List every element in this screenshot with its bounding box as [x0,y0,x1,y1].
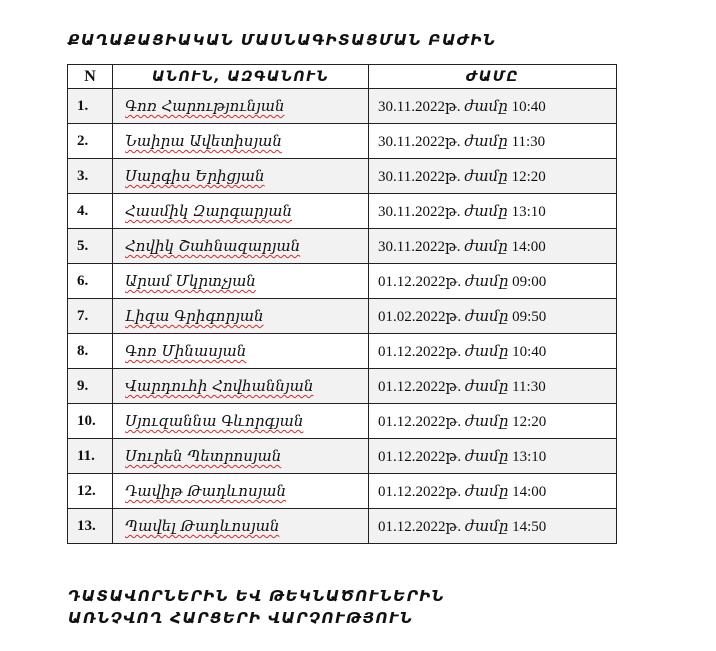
row-name-cell [113,509,369,544]
appointment-hour: 09:00 [512,273,547,290]
table-row [68,474,617,509]
appointment-date: 01.12.2022թ. [378,378,462,395]
appointment-hour: 14:50 [512,518,547,535]
time-word: ժամը [464,236,508,255]
row-number: 5. [68,229,113,264]
time-word: ժամը [464,131,508,150]
table-header-row [68,65,617,89]
appointment-date: 01.12.2022թ. [378,413,462,430]
appointment-hour: 09:50 [512,308,547,325]
row-time-cell [369,89,617,124]
time-word: ժամը [464,376,509,395]
person-name: Հասմիկ Զարգարյան [125,202,293,220]
row-number: 12. [68,474,113,509]
row-time-cell [369,124,617,159]
table-row [68,124,617,159]
appointment-date: 01.02.2022թ. [378,308,462,325]
row-name-cell [113,439,369,474]
row-number: 13. [68,509,113,544]
appointment-hour: 14:00 [512,483,547,500]
row-name-cell [113,404,369,439]
row-name-cell [113,194,369,229]
row-name-cell [113,299,369,334]
table-row [68,159,617,194]
footer-heading-line-2: ԱՌՆՉՎՈՂ ՀԱՐՑԵՐԻ ՎԱՐՉՈՒԹՅՈՒՆ [68,609,414,627]
appointment-date: 01.12.2022թ. [378,483,462,500]
row-number: 4. [68,194,113,229]
time-word: ժամը [464,341,509,360]
row-number: 9. [68,369,113,404]
table-row [68,264,617,299]
appointment-hour: 14:00 [511,238,546,255]
row-time-cell [369,229,617,264]
person-name: Պավել Թադևոսյան [125,517,280,535]
appointment-date: 01.12.2022թ. [378,343,462,360]
person-name: Սյուզաննա Գևորգյան [125,412,304,430]
person-name: Նաիրա Ավետիսյան [125,132,282,150]
row-time-cell [369,299,617,334]
table-row [68,194,617,229]
row-number: 1. [68,89,113,124]
person-name: Գոռ Հարությունյան [125,97,285,115]
row-time-cell [369,159,617,194]
person-name: Արամ Մկրտչյան [125,272,256,290]
time-word: ժամը [464,96,508,115]
header-time: ԺԱՄԸ [369,65,617,89]
person-name: Սուրեն Պետրոսյան [125,447,282,465]
table-row [68,89,617,124]
time-word: ժամը [464,306,509,325]
appointment-hour: 10:40 [511,98,546,115]
row-number: 3. [68,159,113,194]
table-row [68,229,617,264]
department-heading: ՔԱՂԱՔԱՑԻԱԿԱՆ ՄԱՍՆԱԳԻՏԱՑՄԱՆ ԲԱԺԻՆ [68,31,497,49]
appointment-date: 30.11.2022թ. [378,238,461,255]
time-word: ժամը [464,411,509,430]
table-row [68,439,617,474]
row-name-cell [113,334,369,369]
row-time-cell [369,334,617,369]
table-row [68,299,617,334]
person-name: Դավիթ Թադևոսյան [125,482,287,500]
row-number: 2. [68,124,113,159]
row-time-cell [369,264,617,299]
table-row [68,369,617,404]
row-time-cell [369,509,617,544]
appointment-hour: 13:10 [512,448,547,465]
time-word: ժամը [464,201,508,220]
time-word: ժամը [464,481,509,500]
row-time-cell [369,404,617,439]
time-word: ժամը [464,516,509,535]
appointment-hour: 11:30 [511,133,546,150]
table-row [68,509,617,544]
row-time-cell [369,194,617,229]
appointment-hour: 12:20 [512,413,547,430]
row-time-cell [369,474,617,509]
row-number: 7. [68,299,113,334]
header-name: ԱՆՈՒՆ, ԱԶԳԱՆՈՒՆ [113,65,369,89]
row-number: 6. [68,264,113,299]
appointment-date: 30.11.2022թ. [378,168,461,185]
row-time-cell [369,369,617,404]
appointment-date: 30.11.2022թ. [378,133,461,150]
footer-heading-line-1: ԴԱՏԱՎՈՐՆԵՐԻՆ ԵՎ ԹԵԿՆԱԾՈՒՆԵՐԻՆ [68,587,446,605]
table-row [68,334,617,369]
appointment-date: 01.12.2022թ. [378,273,462,290]
time-word: ժամը [464,166,508,185]
schedule-table [67,64,617,544]
appointment-date: 01.12.2022թ. [378,518,462,535]
appointment-hour: 13:10 [511,203,546,220]
time-word: ժամը [464,446,509,465]
table-row [68,404,617,439]
appointment-hour: 11:30 [512,378,546,395]
appointment-hour: 12:20 [511,168,546,185]
person-name: Սարգիս Երիցյան [125,167,265,185]
appointment-date: 30.11.2022թ. [378,98,461,115]
person-name: Վարդուհի Հովհաննյան [125,377,314,395]
appointment-hour: 10:40 [512,343,547,360]
time-word: ժամը [464,271,509,290]
row-number: 8. [68,334,113,369]
row-name-cell [113,264,369,299]
row-name-cell [113,369,369,404]
appointment-date: 01.12.2022թ. [378,448,462,465]
row-name-cell [113,474,369,509]
row-number: 11. [68,439,113,474]
header-number: N [68,65,113,89]
row-number: 10. [68,404,113,439]
row-name-cell [113,89,369,124]
row-time-cell [369,439,617,474]
row-name-cell [113,124,369,159]
person-name: Հովիկ Շահնազարյան [125,237,301,255]
person-name: Գոռ Մինասյան [125,342,247,360]
person-name: Լիզա Գրիգորյան [125,307,264,325]
row-name-cell [113,229,369,264]
row-name-cell [113,159,369,194]
appointment-date: 30.11.2022թ. [378,203,461,220]
